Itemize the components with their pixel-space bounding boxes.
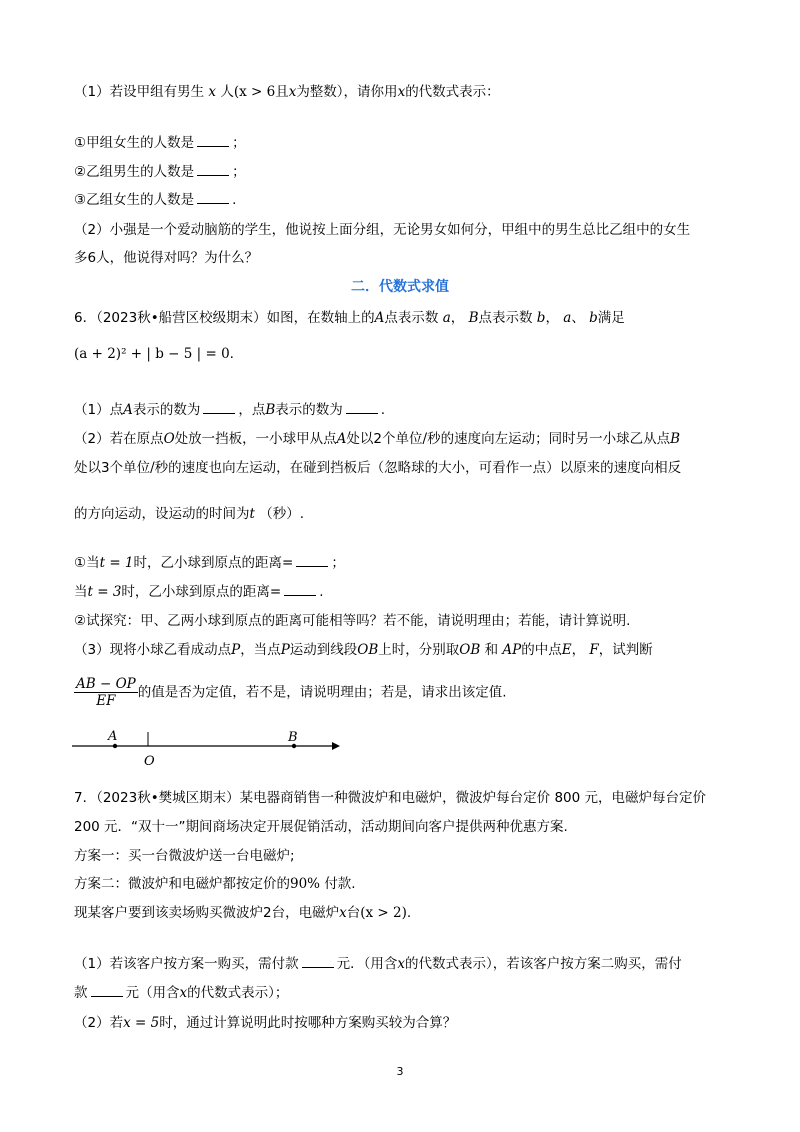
fraction: $\frac{AB - OP}{EF}$ xyxy=(76,676,136,709)
q6-subq1: ①当t = 1时，乙小球到原点的距离= ； xyxy=(74,555,345,571)
q7-plan2: 方案二：微波炉和电磁炉都按定价的90% 付款. xyxy=(74,876,356,892)
q7-line5: 现某客户要到该卖场购买微波炉2台，电磁炉x台(x > 2). xyxy=(74,905,412,921)
q7-plan1: 方案一：买一台微波炉送一台电磁炉; xyxy=(74,848,295,864)
q5-item1: ①甲组女生的人数是 ； xyxy=(74,135,246,151)
q5-item2: ②乙组男生的人数是 ； xyxy=(74,164,246,180)
page-number: 3 xyxy=(396,1065,404,1078)
answer-blank[interactable] xyxy=(197,191,229,204)
point-a-label: A xyxy=(108,729,118,744)
number-line-diagram xyxy=(70,724,345,772)
q7-line2: 200 元．“双十一”期间商场决定开展促销活动，活动期间向客户提供两种优惠方案. xyxy=(74,819,568,835)
answer-blank[interactable] xyxy=(91,984,123,997)
axis-arrow xyxy=(332,742,340,750)
q6-part1: （1）点A表示的数为 ，点B表示的数为 . xyxy=(74,402,386,418)
answer-blank[interactable] xyxy=(296,554,328,567)
q5-part2-line1: （2）小强是一个爱动脑筋的学生，他说按上面分组，无论男女如何分，甲组中的男生总比乙组中的女生 xyxy=(74,222,691,238)
section-title: 二．代数式求值 xyxy=(351,279,449,295)
q6-equation: (a + 2)² + | b − 5 | = 0. xyxy=(74,346,234,362)
q7-part2: （2）若x = 5时，通过计算说明此时按哪种方案购买较为合算？ xyxy=(74,1015,457,1031)
q6-part2-line1: （2）若在原点O处放一挡板，一小球甲从点A处以2个单位/秒的速度向左运动；同时另一小球乙从点B xyxy=(74,431,680,447)
answer-blank[interactable] xyxy=(197,163,229,176)
q7-part1-line2: 款 元（用含x的代数式表示）； xyxy=(74,985,289,1001)
q5-item3: ③乙组女生的人数是 . xyxy=(74,192,237,208)
q6-subq2: ②试探究：甲、乙两小球到原点的距离可能相等吗？若不能，请说明理由；若能，请计算说明. xyxy=(74,613,631,629)
q6-part3-fraction-line: $\frac{AB - OP}{EF}$ 的值是否为定值，若不是，请说明理由；若是，请求出该定值. xyxy=(76,676,507,709)
q7-line1: 7．（2023秋•樊城区期末）某电器商销售一种微波炉和电磁炉，微波炉每台定价 800 元，电磁炉每台定价 xyxy=(74,790,707,806)
point-a-dot xyxy=(113,744,117,748)
q7-part1-line1: （1）若该客户按方案一购买，需付款 元．（用含x的代数式表示），若该客户按方案二购买，需付 xyxy=(74,956,682,972)
q6-header: 6．（2023秋•船营区校级期末）如图，在数轴上的A点表示数 a， B点表示数 b， a、 b满足 xyxy=(74,310,625,326)
q6-part2-line2: 处以3个单位/秒的速度也向左运动，在碰到挡板后（忽略球的大小，可看作一点）以原来的速度向相反 xyxy=(74,460,682,476)
answer-blank[interactable] xyxy=(284,583,316,596)
q5-part2-line2: 多6人，他说得对吗？为什么？ xyxy=(74,250,259,266)
q6-part2-line3: 的方向运动，设运动的时间为t （秒）. xyxy=(74,506,305,522)
answer-blank[interactable] xyxy=(346,401,378,414)
point-b-label: B xyxy=(288,730,298,745)
q6-subq1b: 当t = 3时，乙小球到原点的距离= . xyxy=(74,584,324,600)
answer-blank[interactable] xyxy=(203,401,235,414)
q5-part1-prompt: （1）若设甲组有男生 x 人(x > 6且x为整数），请你用x的代数式表示： xyxy=(74,84,500,100)
answer-blank[interactable] xyxy=(302,955,334,968)
answer-blank[interactable] xyxy=(197,134,229,147)
q6-part3: （3）现将小球乙看成动点P，当点P运动到线段OB上时，分别取OB 和 AP的中点E， F，试判断 xyxy=(74,642,653,658)
origin-label: O xyxy=(144,754,155,769)
